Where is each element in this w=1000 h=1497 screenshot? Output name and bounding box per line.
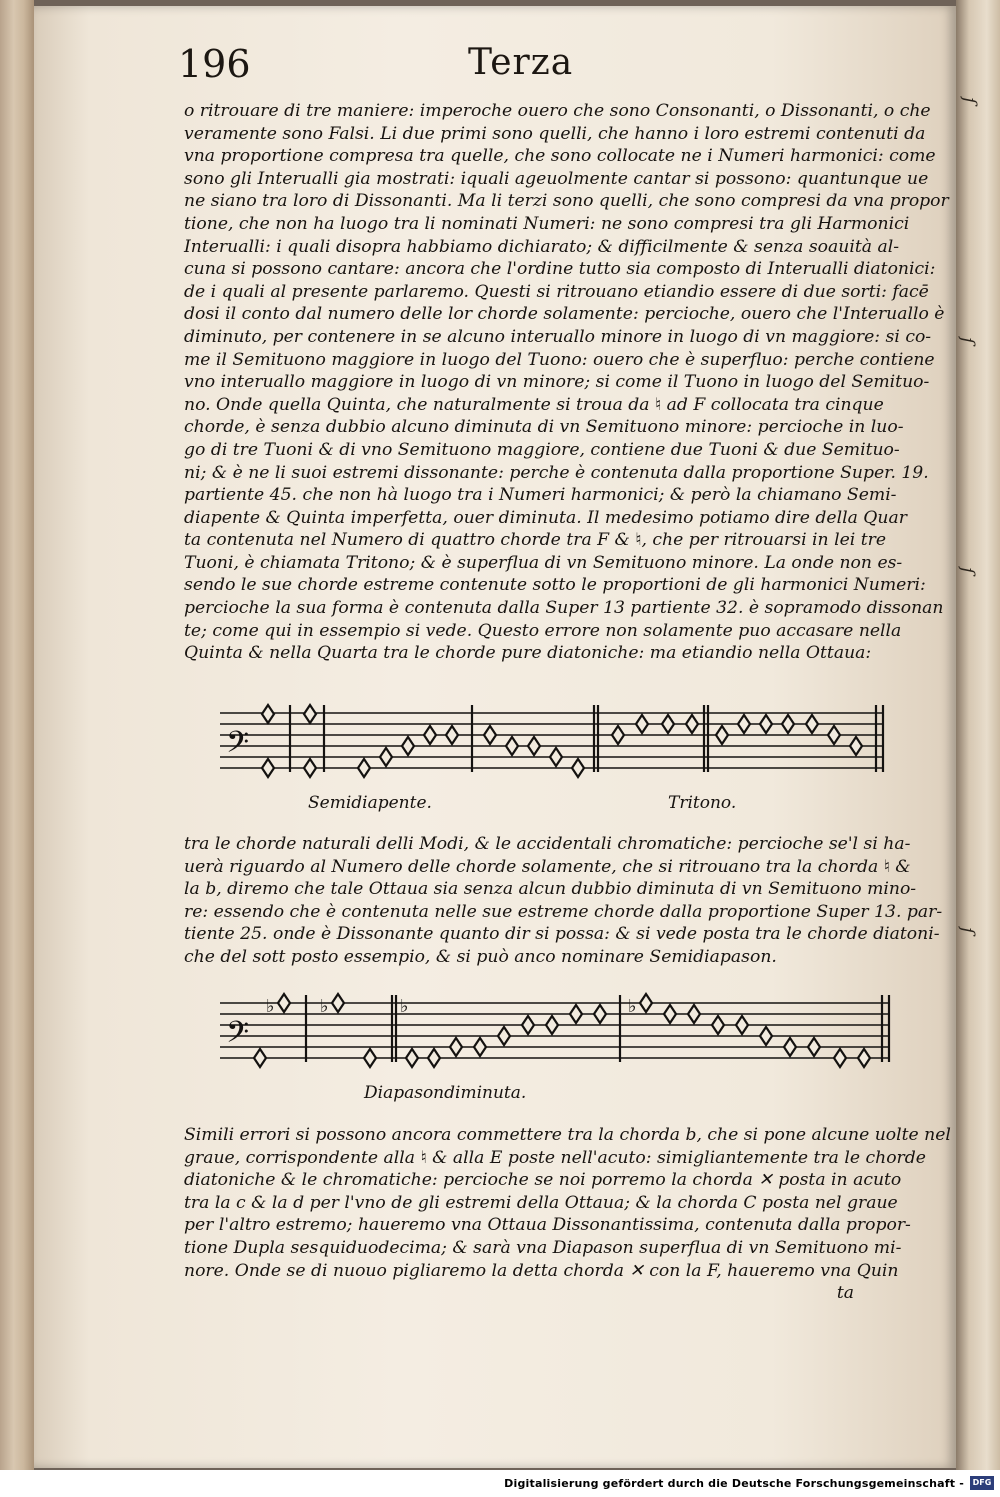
svg-text:♭: ♭ bbox=[628, 996, 637, 1017]
text-line: partiente 45. che non hà luogo tra i Numeri harmonici; & però la chiamano Semi- bbox=[184, 485, 897, 506]
bass-clef-icon: 𝄢 bbox=[226, 1016, 250, 1057]
svg-text:♭: ♭ bbox=[400, 996, 409, 1017]
text-line: tione Dupla sesquiduodecima; & sarà vna Diapason superflua di vn Semituono mi- bbox=[184, 1237, 902, 1258]
text-line: tione, che non ha luogo tra li nominati Numeri: ne sono compresi tra gli Harmonici bbox=[184, 213, 910, 234]
text-line: cuna si possono cantare: ancora che l'ordine tutto sia composto di Interualli diatonici: bbox=[184, 259, 936, 280]
text-line: sendo le sue chorde estreme contenute sotto le proportioni de gli harmonici Numeri: bbox=[184, 575, 926, 596]
text-line: percioche la sua forma è contenuta dalla Super 13 partiente 32. è sopramodo dissonan bbox=[184, 598, 944, 619]
text-line: veramente sono Falsi. Li due primi sono quelli, che hanno i loro estremi contenuti da bbox=[184, 123, 926, 144]
text-line: Quinta & nella Quarta tra le chorde pure diatoniche: ma etiandio nella Ottaua: bbox=[184, 643, 872, 664]
text-line: per l'altro estremo; haueremo vna Ottaua Dissonantissima, contenuta dalla propor- bbox=[184, 1215, 911, 1236]
text-line: sono gli Interualli gia mostrati: iquali ageuolmente cantar si possono: quantunque ue bbox=[184, 168, 929, 189]
text-line: nore. Onde se di nuouo pigliaremo la detta chorda ✕ con la F, haueremo vna Quin bbox=[184, 1260, 899, 1281]
text-line: re: essendo che è contenuta nelle sue estreme chorde dalla proportione Super 13. par- bbox=[184, 901, 943, 922]
text-line: o ritrouare di tre maniere: imperoche ouero che sono Consonanti, o Dissonanti, o che bbox=[184, 101, 931, 121]
text-line: tra la c & la d per l'vno de gli estremi della Ottaua; & la chorda C posta nel graue bbox=[184, 1192, 898, 1213]
text-line: de i quali al presente parlaremo. Questi si ritrouano etiandio essere di due sorti: facē bbox=[184, 281, 929, 302]
text-line: vna proportione compresa tra quelle, che sono collocate ne i Numeri harmonici: come bbox=[184, 146, 936, 167]
text-line: graue, corrispondente alla ♮ & alla E poste nell'acuto: simigliantemente tra le chorde bbox=[184, 1147, 926, 1168]
text-line: che del sott posto essempio, & si può anco nominare Semidiapason. bbox=[184, 946, 777, 967]
text-line: vno interuallo maggiore in luogo di vn minore; si come il Tuono in luogo del Semituo- bbox=[184, 372, 930, 393]
text-line: Simili errori si possono ancora commettere tra la chorda b, che si pone alcune uolte nel bbox=[184, 1125, 951, 1145]
text-line: Tuoni, è chiamata Tritono; & è superflua di vn Semituono minore. La onde non es- bbox=[184, 552, 903, 573]
text-line: tiente 25. onde è Dissonante quanto dir si possa: & si vede posta tra le chorde diatoni- bbox=[184, 924, 940, 945]
caption-diapason-diminuta: Diapasondiminuta. bbox=[364, 1083, 527, 1103]
facing-page-marks: ſ bbox=[958, 97, 980, 104]
running-head: Terza bbox=[468, 42, 574, 83]
text-line: la b, diremo che tale Ottaua sia senza alcun dubbio diminuta di vn Semituono mino- bbox=[184, 879, 917, 900]
svg-text:♭: ♭ bbox=[266, 996, 275, 1017]
dfg-logo[interactable]: DFG bbox=[970, 1476, 994, 1490]
facing-page-marks: ſ bbox=[956, 927, 978, 934]
text-line: chorde, è senza dubbio alcuno diminuta di vn Semituono minore: percioche in luo- bbox=[184, 417, 904, 438]
body-paragraph-3 bbox=[184, 1124, 951, 1305]
bass-clef-icon: 𝄢 bbox=[226, 726, 250, 767]
text-line: no. Onde quella Quinta, che naturalmente si troua da ♮ ad F collocata tra cinque bbox=[184, 394, 884, 415]
footer-bar bbox=[0, 1470, 1000, 1497]
page-number: 196 bbox=[178, 42, 251, 86]
diamond-notes bbox=[254, 994, 870, 1067]
text-line: diapente & Quinta imperfetta, ouer diminuta. Il medesimo potiamo dire della Quar bbox=[184, 507, 907, 528]
text-line: diminuto, per contenere in se alcuno interuallo minore in luogo di vn maggiore: si co- bbox=[184, 326, 932, 347]
text-line: tra le chorde naturali delli Modi, & le accidentali chromatiche: percioche se'l si ha- bbox=[184, 834, 911, 854]
svg-text:♭: ♭ bbox=[320, 996, 329, 1017]
caption-semidiapente: Semidiapente. bbox=[308, 793, 432, 813]
text-line: dosi il conto dal numero delle lor chorde solamente: percioche, ouero che l'Interuallo è bbox=[184, 304, 945, 325]
caption-tritono: Tritono. bbox=[668, 793, 737, 813]
text-line: go di tre Tuoni & di vno Semituono maggiore, contiene due Tuoni & due Semituo- bbox=[184, 439, 900, 460]
text-line: Interualli: i quali disopra habbiamo dichiarato; & difficilmente & senza soauità al- bbox=[184, 236, 900, 257]
text-line: ni; & è ne li suoi estremi dissonante: perche è contenuta dalla proportione Super. 19. bbox=[184, 462, 929, 483]
text-line: uerà riguardo al Numero delle chorde solamente, che si ritrouano tra la chorda ♮ & bbox=[184, 856, 911, 877]
text-line: me il Semituono maggiore in luogo del Tuono: ouero che è superfluo: perche contiene bbox=[184, 349, 935, 370]
text-line: te; come qui in essempio si vede. Questo errore non solamente puo accasare nella bbox=[184, 620, 902, 641]
catchword: ta bbox=[836, 1283, 854, 1304]
facing-page-marks: ſ bbox=[956, 337, 978, 344]
facing-page-marks: ſ bbox=[956, 567, 978, 574]
text-line: ta contenuta nel Numero di quattro chorde tra F & ♮, che per ritrouarsi in lei tre bbox=[184, 530, 887, 551]
footer-text: Digitalisierung gefördert durch die Deutsche Forschungsgemeinschaft - bbox=[504, 1477, 964, 1490]
text-line: diatoniche & le chromatiche: percioche se noi porremo la chorda ✕ posta in acuto bbox=[184, 1170, 902, 1191]
text-line: ne siano tra loro di Dissonanti. Ma li terzi sono quelli, che sono compresi da vna propor bbox=[184, 191, 949, 212]
